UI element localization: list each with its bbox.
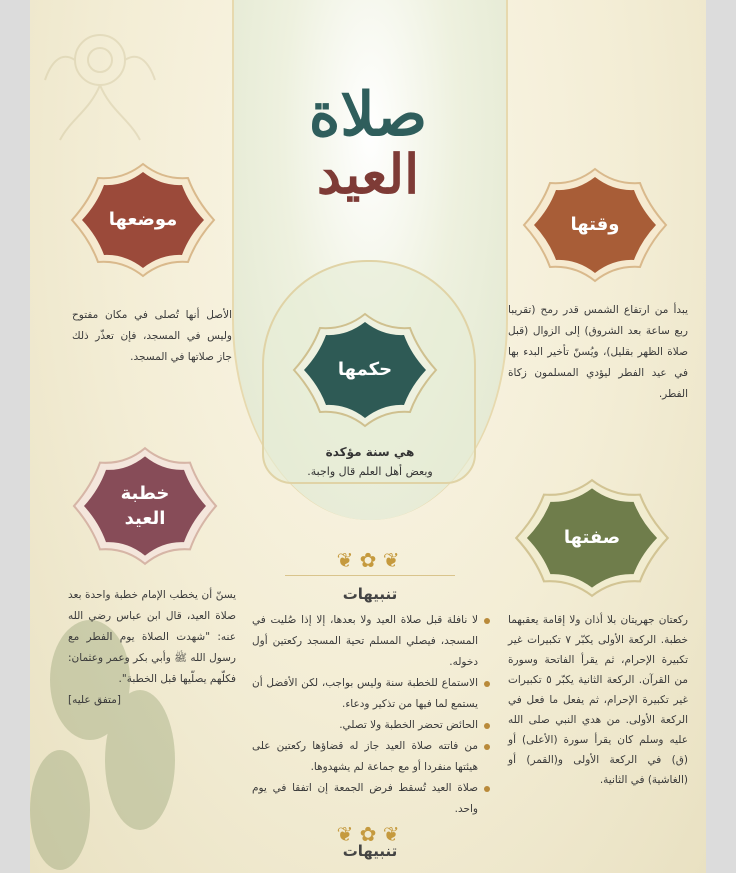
sermon-paragraph [68,585,236,711]
badge-description [512,476,672,600]
bottom-title: تنبيهات [342,842,398,860]
title-line-1: صلاة [308,80,428,151]
time-paragraph: يبدأ من ارتفاع الشمس قدر رمح (تقريبا ربع ساعة بعد الشروق) إلى الزوال (قبل صلاة الظهر بقليل)، ويُسنّ تأخير البدء بها في عيد الفطر ليؤدي المسلمون زكاة الفطر. [508,304,688,400]
top-ornament-icon: ❦ ✿ ❦ [336,548,400,572]
sermon-text: يسنّ أن يخطب الإمام خطبة واحدة بعد صلاة العيد، قال ابن عباس رضي الله عنه: "شهدت الصلاة يوم الفطر مع رسول الله ﷺ وأبي بكر وعمر وعثمان: فكلّهم يصلّيها قبل الخطبة". [68,589,236,685]
bottom-ornament-icon: ❦ ✿ ❦ [336,822,400,846]
top-divider [285,575,455,576]
badge-place-label: موضعها [108,209,178,231]
list-item: الاستماع للخطبة سنة وليس بواجب، لكن الأفضل أن يستمع لما فيها من تذكير ودعاء. [252,673,490,715]
floral-ornament-icon [40,10,160,150]
badge-ruling-label: حكمها [337,359,393,381]
page-title [240,55,496,235]
badge-sermon-label: خطبة العيد [120,482,170,529]
badge-time [520,165,670,285]
list-item: الحائض تحضر الخطبة ولا تصلي. [252,715,490,736]
sermon-source: [متفق عليه] [68,694,121,706]
badge-description-label: صفتها [563,527,621,549]
notes-title: تنبيهات [342,585,398,603]
description-paragraph: ركعتان جهريتان بلا أذان ولا إقامة يعقبهما خطبة. الركعة الأولى يكبّر ٧ تكبيرات غير تكبيرة الإحرام، ثم يقرأ الفاتحة وسورة من القرآن. الركعة الثانية يكبّر ٥ تكبيرات غير تكبيرة الإحرام، ثم يفعل ما فعل في الركعة الأولى. من هدي النبي صلى الله عليه وسلم كان يقرأ سورة (الأعلى) أو (ق) في الركعة الأولى و(القمر) أو (الغاشية) في الثانية. [508,614,688,786]
badge-ruling [290,310,440,430]
badge-place [68,160,218,280]
ruling-rest: وبعض أهل العلم قال واجبة. [307,465,433,478]
list-item: من فاتته صلاة العيد جاز له قضاؤها ركعتين على هيئتها منفردا أو مع جماعة لم يشهدوها. [252,736,490,778]
list-item: صلاة العيد تُسقط فرض الجمعة إن اتفقا في يوم واحد. [252,778,490,820]
ruling-strong: هي سنة مؤكدة [325,445,415,459]
ruling-paragraph [280,442,460,482]
title-line-2: العيد [316,142,420,207]
badge-time-label: وقتها [570,214,620,236]
place-paragraph: الأصل أنها تُصلى في مكان مفتوح وليس في المسجد، فإن تعذّر ذلك جاز صلاتها في المسجد. [72,309,232,363]
infographic-sheet [30,0,706,873]
notes-list [252,610,490,820]
badge-sermon [70,444,220,568]
list-item: لا نافلة قبل صلاة العيد ولا بعدها، إلا إذا صُليت في المسجد، فيصلي المسلم تحية المسجد ركعتين أول دخوله. [252,610,490,673]
